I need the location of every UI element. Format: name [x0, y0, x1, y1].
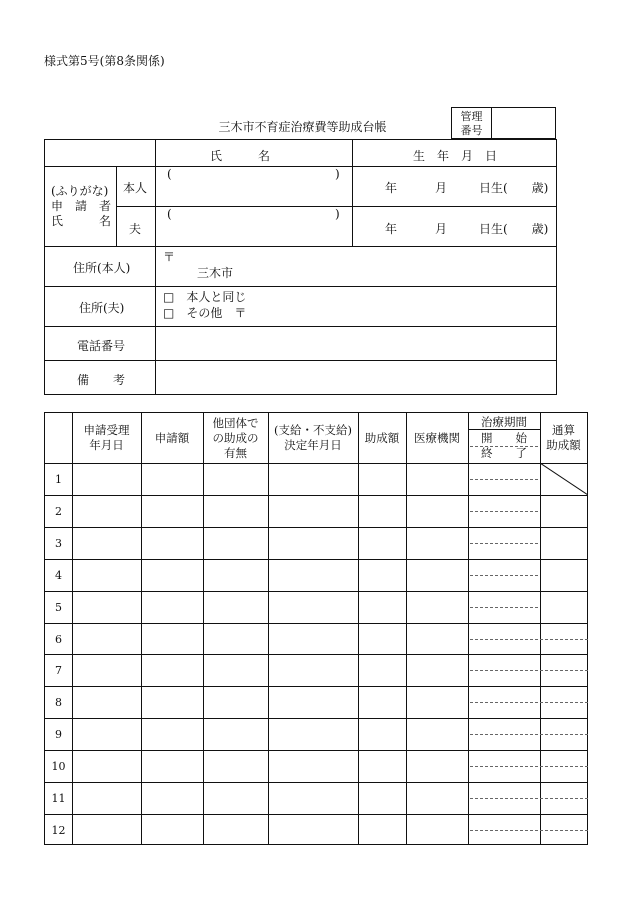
- table-row[interactable]: [72, 559, 587, 591]
- self-name-field[interactable]: [157, 168, 351, 204]
- table-row[interactable]: [72, 654, 587, 686]
- address-self-label: 住所(本人): [73, 261, 131, 275]
- table-row[interactable]: [72, 623, 587, 655]
- option-other-checkbox[interactable]: □ その他 〒: [163, 306, 247, 320]
- treatment-period-header: 治療期間: [481, 415, 527, 429]
- period-end-header: 終 了: [481, 446, 527, 460]
- period-start-header: 開 始: [481, 431, 527, 445]
- city-name: 三木市: [197, 266, 234, 280]
- phone-label: 電話番号: [77, 339, 126, 353]
- birthdate-column-header: 生 年 月 日: [413, 149, 498, 163]
- row-number: 11: [51, 792, 66, 805]
- table-row[interactable]: [72, 782, 587, 814]
- row-number: 2: [55, 504, 62, 518]
- remarks-label: 備 考: [77, 373, 126, 387]
- phone-field[interactable]: [157, 328, 555, 358]
- table-row[interactable]: [72, 750, 587, 782]
- row-number: 9: [55, 728, 62, 742]
- option-same-checkbox[interactable]: □ 本人と同じ: [163, 290, 247, 304]
- applicant-name-label: (ふりがな) 申 請 者 氏 名: [51, 184, 112, 228]
- row-number: 6: [55, 632, 62, 646]
- institution-header: 医療機関: [414, 431, 460, 445]
- row-number: 12: [51, 823, 66, 837]
- amount-header: 申請額: [154, 431, 190, 445]
- row-number: 7: [55, 664, 62, 678]
- name-column-header: 氏 名: [210, 149, 271, 163]
- row-number: 8: [55, 696, 62, 710]
- row-number: 10: [51, 760, 66, 774]
- row-number: 3: [55, 536, 62, 550]
- received-date-header: 申請受理 年月日: [83, 423, 130, 452]
- table-row[interactable]: [72, 463, 587, 495]
- management-number-box: [451, 107, 556, 139]
- table-row[interactable]: [72, 814, 587, 846]
- applicant-info-table: 氏 名 生 年 月 日 (ふりがな) 申 請 者 氏 名 本人 夫 ( ) 年 月 日生( 歳) ( ) 年 月 日生( 歳) 住所(本人) 〒 三木市 住所(夫) □ 本人と同じ □ その他 〒 電話番号 備 考: [44, 139, 557, 395]
- total-grant-header: 通算 助成額: [546, 423, 581, 452]
- ledger-table: [44, 412, 588, 845]
- table-row[interactable]: [72, 591, 587, 623]
- remarks-field[interactable]: [157, 362, 555, 393]
- decision-date-header: (支給・不支給) 決定年月日: [274, 423, 352, 452]
- management-number-field[interactable]: [493, 108, 555, 138]
- row-number: 4: [55, 568, 62, 582]
- row-number: 5: [55, 600, 62, 614]
- table-row[interactable]: [72, 718, 587, 750]
- table-row[interactable]: [72, 527, 587, 559]
- postal-mark: 〒: [163, 250, 176, 264]
- address-self-field[interactable]: [157, 248, 555, 284]
- self-label: 本人: [123, 181, 148, 195]
- husband-label: 夫: [129, 222, 142, 236]
- table-row[interactable]: [72, 495, 587, 527]
- row-number: 1: [55, 473, 62, 486]
- ledger-title: 三木市不育症治療費等助成台帳: [218, 120, 387, 134]
- table-row[interactable]: [72, 686, 587, 718]
- address-husband-label: 住所(夫): [79, 301, 125, 315]
- management-number-label: 管理 番号: [452, 108, 492, 138]
- husband-name-field[interactable]: [157, 208, 351, 244]
- form-number-label: 様式第5号(第8条関係): [44, 54, 165, 68]
- other-org-header: 他団体で の助成の 有無: [212, 416, 259, 460]
- grant-amount-header: 助成額: [364, 431, 400, 445]
